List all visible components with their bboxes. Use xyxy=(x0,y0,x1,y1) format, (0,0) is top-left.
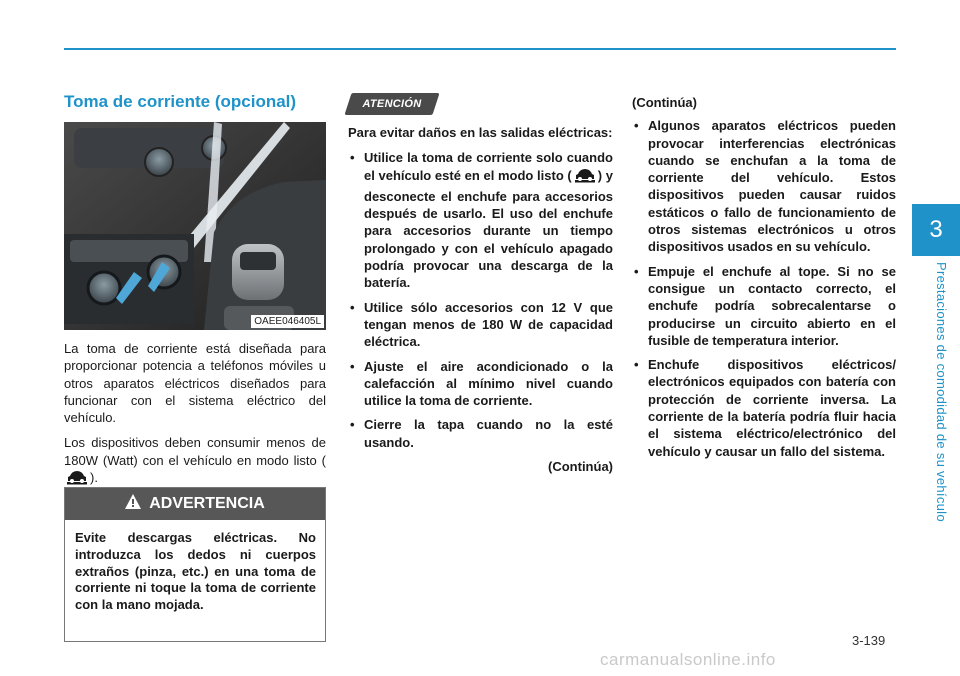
list-item: • Empuje el enchufe al tope. Si no se consigue un contacto correcto, el enchufe podría sobrecalentarse o producirse un circuito abierto en el fusible de temperatura interior. xyxy=(632,263,896,349)
continues-note: (Continúa) xyxy=(548,459,613,475)
car-ready-icon xyxy=(574,168,596,188)
attention-list xyxy=(348,149,613,451)
intro-paragraph-2 xyxy=(64,434,326,490)
chapter-number: 3 xyxy=(929,216,943,243)
warning-text: Evite descargas eléctricas. No introduzca los dedos ni cuerpos extraños (pinza, etc.) en una toma de corriente ni toque la toma de corriente con la mano mojada. xyxy=(75,530,316,613)
list-item: • Enchufe dispositivos eléctricos/ electrónicos equipados con batería con protección de corriente inversa. La corriente de la batería podría fluir hacia el sistema eléctrico/electrónico del vehículo y causar un fallo del sistema. xyxy=(632,356,896,460)
list-item: • Utilice sólo accesorios con 12 V que tengan menos de 180 W de capacidad eléctrica. xyxy=(348,299,613,351)
attention-badge xyxy=(348,93,436,115)
chapter-tab xyxy=(912,204,960,256)
attention-content xyxy=(348,124,613,475)
intro-paragraph-1: La toma de corriente está diseñada para proporcionar potencia a teléfonos móviles u otros aparatos eléctricos diseñados para funcionar con el sistema eléctrico del vehículo. xyxy=(64,341,326,426)
attention-content-continued xyxy=(632,94,896,467)
list-item: • Cierre la tapa cuando no la esté usando. xyxy=(348,416,613,451)
watermark: carmanualsonline.info xyxy=(600,650,776,669)
attention-label: ATENCIÓN xyxy=(362,98,422,110)
attention-item-1-start: Utilice la toma de corriente solo cuando el vehículo esté en el modo listo ( xyxy=(364,150,613,183)
warning-triangle-icon xyxy=(125,494,141,514)
attention-item-1-end: ) y desconecte el enchufe para accesorios después de usarlo. El uso del enchufe para accesorios durante un tiempo prolongado y con el vehículo apagado podría provocar una descarga de la batería. xyxy=(364,167,613,291)
console-illustration xyxy=(64,122,326,330)
image-code: OAEE046405L xyxy=(251,315,324,328)
continued-list xyxy=(632,117,896,460)
list-item: • Ajuste el aire acondicionado o la calefacción al mínimo nivel cuando utilice la toma de corriente. xyxy=(348,358,613,410)
power-outlet-photo xyxy=(64,122,326,330)
intro-paragraph-2-end: ). xyxy=(90,470,98,486)
warning-box xyxy=(64,487,326,642)
attention-intro: Para evitar daños en las salidas eléctricas: xyxy=(348,125,613,140)
warning-header xyxy=(65,488,325,520)
intro-text xyxy=(64,340,326,498)
section-title: Toma de corriente (opcional) xyxy=(64,92,297,111)
list-item: • Algunos aparatos eléctricos pueden provocar interferencias electrónicas cuando se enchufan a la toma de corriente del vehículo. Estos dispositivos pueden causar ruidos estáticos o fallo de funcionamiento de otros sistemas electrónicos u otros dispositivos usados en su vehículo. xyxy=(632,117,896,255)
warning-label: ADVERTENCIA xyxy=(149,495,265,512)
page-number: 3-139 xyxy=(852,633,886,648)
chapter-title: Prestaciones de comodidad de su vehículo xyxy=(934,262,949,522)
intro-paragraph-2-start: Los dispositivos deben consumir menos de 180W (Watt) con el vehículo en modo listo ( xyxy=(64,435,326,468)
list-item xyxy=(348,149,613,291)
top-rule xyxy=(64,48,896,50)
continued-note: (Continúa) xyxy=(632,95,697,110)
